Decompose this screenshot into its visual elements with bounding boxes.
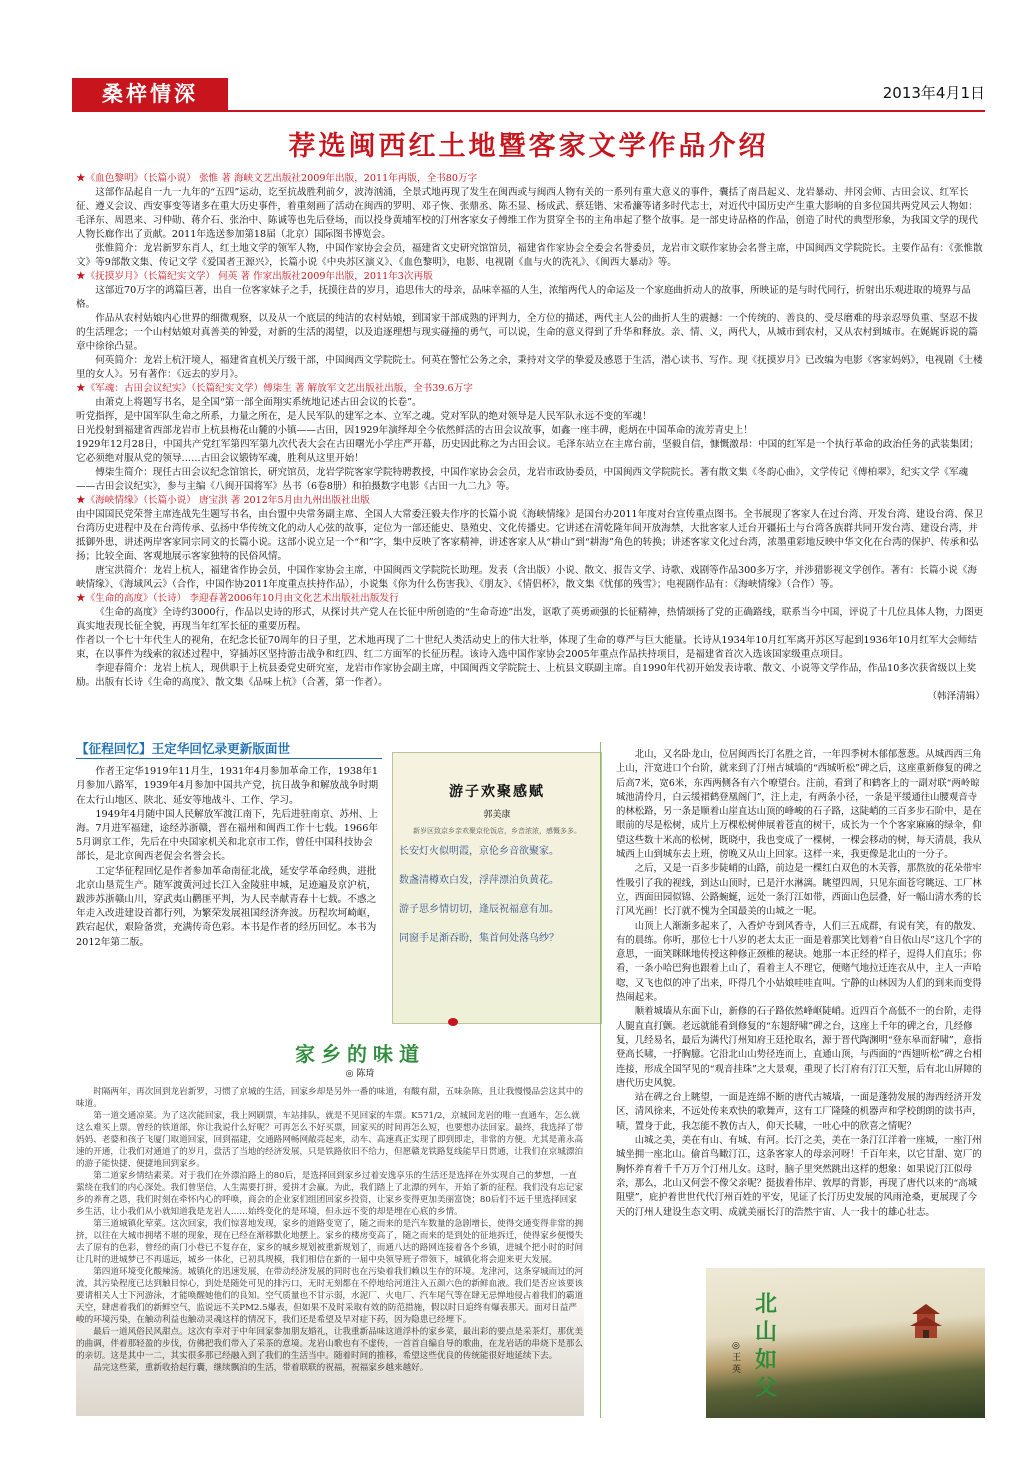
memoir-title: 【征程回忆】王定华回忆录更新版面世 <box>76 742 382 759</box>
book-title: ★《军魂：古田会议纪实》（长篇纪实文学）傅柒生 著 解放军文艺出版社出版，全书39.6万字 <box>76 383 473 394</box>
north-paragraph: 站在碑之台上眺望，一面是连绵不断的唐代古城墙，一面是蓬勃发展的海西经济开发区，清风徐来，不远处传来欢快的歌舞声，这有工厂隆隆的机器声和学校朗朗的读书声，啧，置身于此，我怎能不教仿古人，仰天长啸，一吐心中的欣喜之情呢？ <box>616 1092 982 1132</box>
photo-title: 北山如父 <box>754 1291 777 1401</box>
book-title: ★《血色黎明》（长篇小说） 张惟 著 海峡文艺出版社2009年出版，2011年再版，全书80万字 <box>76 173 478 184</box>
essay-body <box>76 1086 584 1416</box>
compiler-signoff: （韩泽清辑） <box>927 691 985 702</box>
north-mountain-essay <box>616 748 985 1220</box>
poem-line: 游子思乡情切切，逢辰祝福意有加。 <box>399 904 559 915</box>
north-paragraph: 山顶上人渐渐多起来了，入香炉寺到风香寺，人们三五成群，有说有笑，有的散发、有的晨练。你听，那位七十八岁的老太太正一面是着那笑比划着“自日依山尽”这几个字的意思，一面笑眯眯地传授这种修正颈椎的秘诀。她那一本正经的样子，逗得人们直乐；你看，一条小哈巴狗也跟着上山了，看着主人不理它，便赌气地拉迁连衣从中，主人一声哈唿，又飞也似的冲了出来，吓得几个小姑娘哇哇直叫。宁静的山林因为人们的到来而变得热闹起来。 <box>616 920 982 1004</box>
essay-paragraph: 时隔两年，再次回到龙岩新罗，习惯了京城的生活，回家乡却是另外一番的味道，有酸有甜，五味杂陈，且让我慢慢品尝这其中的味道。 <box>76 1087 584 1109</box>
book-paragraph: 日光投射到福建省西部龙岩市上杭县梅花山麓的小镇——古田，因1929年演绎却全今依然鲜活的古田会议故事，如鑫一座丰碑，彪炳在中国革命的流芳青史上！ <box>76 425 753 436</box>
book-paragraph: 作者以一个七十年代生人的视角，在纪念长征70周年的日子里，艺术地再现了二十世纪人类活动史上的伟大壮举，体现了生命的尊严与巨大能量。长诗从1934年10月红军离开苏区写起到1936年10月红军大会师结束，在以事件为线索的叙述过程中，穿插苏区坚持游击战争和红四、红二方面军的长征历程。该诗入选中国作家协会2005年重点作品扶持项目，是福建省首次入选该国家级重点项目。 <box>76 635 977 660</box>
page-headline: 荐选闽西红土地暨客家文学作品介绍 <box>288 131 769 162</box>
poem-line: 数盏清樽欢白发，浮萍漂泊负黄花。 <box>399 875 559 886</box>
poem-box <box>392 752 602 1024</box>
essay-author: ◎ 陈琦 <box>345 1069 375 1079</box>
north-paragraph: 山城之美，美在有山、有城、有河。长汀之美，美在一条汀江洋着一座城，一座汀州城坐拥一座北山。偷首鸟瞰汀江，这条客家人的母亲河呀！千百年来，以它甘甜、宽厂的胸怀养育着千千万万个汀州儿女。这时，脑子里突然跳出这样的想象：如果说汀江似母亲，那么，北山又何尝不像父亲呢？挺拔着伟岸、敦厚的背影，再现了唐代以来的“高城阻壁”，庇护着世世代代汀州百姓的平安，见证了长汀历史发展的风雨沧桑，更展现了今天的汀州人建设生态文明、成就美丽长汀的浩然宇宙、人一我十的雄心壮志。 <box>616 1135 982 1218</box>
book-paragraph: 由中国国民党荣誉主席连战先生题写书名，由台盟中央常务副主席、全国人大常委汪毅夫作序的长篇小说《海峡情缘》是国台办2011年度对台宣传重点图书。全书展现了客家人在过台湾、开发台湾、建设台湾、保卫台湾历史进程中及在台湾传承、弘扬中华传统文化的动人心弦的故事，定位为一部还能史、垦殖史、文化传播史。它讲述在清乾隆年间开放海禁，大批客家人迁台开疆拓土与台湾各族群共同开发台湾、建设台湾，并抵御外患，讲述两岸客家同宗同文的长篇小说。这部小说立足一个“和”字，集中反映了客家精神，讲述客家人从“耕山”到“耕海”角色的转换；讲述客家文化过台湾，浓墨重彩地反映中华文化在台湾的保护、传承和弘扬；比较全面、客观地展示客家独特的民俗风情。 <box>76 509 984 562</box>
column-divider <box>600 742 601 1418</box>
ladybug-decoration <box>448 1018 458 1026</box>
memoir-article <box>76 742 382 950</box>
essay-paragraph: 品完这些菜，重新收拾起行囊，继续飘泊的生活，带着联联的祝福，祝福家乡越来越好。 <box>93 1363 429 1373</box>
essay-paragraph: 最后一道风俗民风甜点。这次有幸对于中年回家参加朋友婚礼，让我重新品味这道浮朴的家乡菜，最出彩的要点是采茶灯，那优美的曲调，伴着那轻盈的步伐，仿佛把我们带入了采茶的意境。龙岩山歌也有不虚传，一首首自编自导的歌曲，在龙岩话的串烧下是那么的亲切。这是其中一二，其实很多那已经融入到了我们的生活当中。随着时间的推移，希望这些优良的传统能很好地延续下去。 <box>76 1327 584 1361</box>
book-paragraph: 唐宝洪简介：龙岩上杭人，福建省作协会员，中国作家协会主席，中国闽西文学院院长助理。发表（含出版）小说、散文、报告文学、诗歌、戏剧等作品300多万字，并涉猎影视文学创作。著有：长篇小说《海峡情缘》、《海域风云》（合作，中国作协2011年度重点扶持作品），小说集《你为什么伤害我》、《朋友》、《情侣杯》，散文集《忧郁的残雪》；电视剧作品有：《海峡情缘》（合作）等。 <box>76 565 977 590</box>
poem-line: 长安灯火似明霞，京伦乡音欲聚家。 <box>399 846 559 857</box>
essay-paragraph: 第二道家乡情结素菜。对于我们在外漂泊路上的80后，是选择回到家乡过着安逸享乐的生活还是选择在外实现自己的梦想，一直萦绕在我们的内心深处。我们曾坚信，人生需要打拼，爱拼才会赢。为此，我们踏上了北漂的列车，开始了新的征程。我们没有忘记家乡的养育之恩，我们时刻在牵怀内心的呼唤，商会的企业家们组团回家乡投资，让家乡变得更加美丽富饶；80后们不远千里选择回家乡生活，让小我们从小就知道我是龙岩人……始终变化的是环境，但永远不变的却是埋在心底的乡情。 <box>76 1171 584 1217</box>
book-paragraph: 傅柒生简介：现任古田会议纪念馆馆长，研究馆员，龙岩学院客家学院特聘教授，中国作家协会会员，龙岩市政协委员，中国闽西文学院院长。著有散文集《冬韵心曲》，文学传记《傅柏翠》，纪实文学《军魂——古田会议纪实》，参与主编《八闽开国将军》丛书（6卷8册）和拍摄数字电影《古田一九二九》等。 <box>76 467 969 492</box>
memoir-paragraph: 1949年4月随中国人民解放军渡江南下，先后进驻南京、苏州、上海。7月进军福建，途经苏浙赣，晋在福州和闽西工作十七载。1966年5月调京工作，先后在中央国家机关和北京市工作，曾任中国科技协会部长，是北京闽西老促会名誉会长。 <box>76 808 379 863</box>
poem-note: 新岁区致京乡亲欢聚京伦饭店，乡音浓浓，感慨多多。 <box>413 827 581 835</box>
photo-author: ◎王英 <box>732 1341 742 1375</box>
memoir-paragraph: 作者王定华1919年11月生，1931年4月参加革命工作，1938年1月参加八路军，1939年4月参加中国共产党，抗日战争和解放战争时期在太行山地区、陕北、延安等地战斗、工作、学习。 <box>76 766 379 806</box>
masthead: 桑梓情深 <box>72 78 228 110</box>
memoir-paragraph: 工定华征程回忆是作者参加革命南征北战，延安学革命经典，进批北京山垦荒生产。随军渡黄河过长江入金陵驻申城，足迹遍及京沪杭，跋涉苏浙赣山川，穿武夷山鹳匪平判，为人民幸献青春十七载。不惑之年走入改进建设首都行列，为繁荣发展祖国经济奔波。历程坎坷崎岖，跌宕起伏，艰险备赏，充满传奇色彩。本书是作者的经历回忆。本书为2012年第二版。 <box>76 865 377 948</box>
essay-paragraph: 第一道交通凉菜。为了这次能回家，我上网刷票，车站排队，就是不见回家的车票。K571/2，京城回龙岩的唯一直通车，怎么就这么难买上票。曾经的铁道部，你让我说什么好呢？可再怎么不好买票，回家买的时间再怎么短，也要想办法回家。最终，我选择了带妈妈、老婆和孩子飞厦门取道回家，回到福建，交通路网畅网敞亮起来，动车、高速真正实现了即到即走，非常的方便。尤其是莆永高速的开通，让我们对通道了的岁月，盘活了当地的经济发展，只是铁路依旧不给力，但愿赣龙铁路复线能早日贯通，让我们在京城漂泊的游子能快捷、便捷地回到家乡。 <box>76 1111 584 1169</box>
north-paragraph: 北山，又名卧龙山，位居闽西长汀名胜之首，一年四季树木郁郁葱葱。从城西西三角上山，汗宽进口个台阶，就来到了汀州古城墙的“西城听松”碑之后，这座重新修复的碑之后高7米，宽6米，东西两侧各有六个嘹望台。注前，看到了和鹤客上的一副对联“两岭晾城池清伶月，白云缓裙鹤登凰阁门”，注上走，有两条小径，一条是平缓通往山腰观音寺的林松路，另一条是顺着山崖直达山顶的峰峻的石子路，这陡峭的三百多步石阶中，是在眼前的尽是松树，成片上万棵松树伸展着苍直的树干，成长为一个个客家麻麻的绿伞，仰望这些数十米高的松树，既晓中，我也变成了一棵树，一棵会移动的树，每天清晨，我从城西上山到城东去上班，傍晚又从山上回家。这样一来，我更像是北山的一分子。 <box>616 749 982 861</box>
poem-line: 同窗手足渐吞盼，集首何处落乌纱？ <box>399 933 559 944</box>
book-paragraph: 这部作品起自一九一九年的“五四”运动，讫至抗战胜利前夕，波涛汹涌，全景式地再现了发生在闽西或与闽西人物有关的一系列有重大意义的事件，囊括了南昌起义、龙岩暴动、井冈会师、古田会议、红军长征、遵义会议、西安事变等诸多在重大历史事件，着重刻画了活动在闽西的罗明、邓子恢、张鼎丞、陈丕显、杨成武、蔡廷锴、宋希濂等诸多时代志士，对近代中国历史产生重大影响的自多位国共两党风云人物如：毛泽东、周恩来、习仲勋、蒋介石、张治中、陈诚等也先后登场，而以投身黄埔军校的汀州客家女子傅维工作为贯穿全书的主角串起了整个故事。是一部史诗品格的作品，创造了时代的典型形象，为我国文学的现代人物长廊作出了贡献。2011年选送参加第18届（北京）国际图书博览会。 <box>76 187 978 240</box>
book-paragraph: 1929年12月28日，中国共产党红军第四军第九次代表大会在古田曙光小学庄严开幕，历史因此称之为古田会议。毛泽东站立在主席台前，坚毅自信，慷慨激昂：中国的红军是一个执行革命的政治任务的武装集团；它必须绝对服从党的领导……古田会议锻铸军魂，胜利从这里开始！ <box>76 439 979 464</box>
poem-title: 游子欢聚感赋 <box>449 784 545 800</box>
book-paragraph: 这部近70万字的鸿篇巨著，出自一位客家妹子之手，抚摸往昔的岁月，追思伟大的母亲，品味幸福的人生，浓缩两代人的命运及一个家庭曲折动人的故事，所映证的是与时代同行，折射出乐观进取的境界与品格。 <box>76 285 971 310</box>
north-paragraph: 之后，又是一百多步陡峭的山路，前边是一棵红白双色的木芙蓉，那熬放的花朵带牢性吸引了我的视线，到达山顶时，已是汗水淋漓。眺望四周，只见东面苍穹眺远、工厂林立，西面田园似锦、公路蜿蜒，远处一条汀江如带，西面山色层叠，好一幅山清水秀的长汀风光画！长汀就不愧为全国最美的山城之一呢。 <box>616 863 982 918</box>
book-paragraph: 由萧克上将题写书名，是全国“第一部全面翔实系统地记述古田会议的长卷”。 <box>95 397 422 408</box>
book-paragraph: 张惟简介：龙岩新罗东肖人，红土地文学的领军人物，中国作家协会会员，福建省文史研究馆馆员，福建省作家协会全委会名誉委员，龙岩市文联作家协会名誉主席，中国闽西文学院院长。主要作品有：《张惟散文》等9部散文集、传记文学《爱国者王源兴》，长篇小说《中央苏区演义》、《血色黎明》，电影、电视剧《血与火的洗礼》、《闽西大暴动》等。 <box>76 243 983 268</box>
essay-paragraph: 第三道城镇化荤菜。这次回家，我们惊喜地发现，家乡的道路变宽了，随之而来的是汽车数量的急剧增长，使得交通变得非常的拥挤，以往在大城市拥堵不堪的现象，现在已经在渐移默化地摆上。家乡的楼房变高了，随之而来的是到处的征地拆迁，使得家乡便慢失去了原有的色彩，曾经的南门小巷已不复存在，家乡的城乡规划被重新规划了，而通八达的路网连接着各个乡镇，进城个把小时的时间让几时的进城梦已不再遥远，城乡一体化，已初具规模，我们相信在新的一届中央领导班子带领下，城镇化将会迎来更大发展。 <box>76 1219 584 1265</box>
issue-date: 2013年4月1日 <box>882 84 985 102</box>
book-recommendations <box>76 172 985 704</box>
book-paragraph: 李迎春简介：龙岩上杭人，现供职于上杭县委党史研究室，龙岩市作家协会副主席，中国闽西文学院院士、上杭县文联副主席。自1990年代初开始发表诗歌、散文、小说等文学作品，作品10多次获省级以上奖励。出版有长诗《生命的高度》、散文集《品味上杭》（合著，第一作者）。 <box>76 663 977 688</box>
book-title: ★《生命的高度》（长诗） 李迎春著2006年10月由文化艺术出版社出版发行 <box>76 593 399 604</box>
pagoda-icon <box>906 1300 946 1346</box>
book-paragraph: 作品从农村姑娘内心世界的细微观察，以及从一个底层的纯洁的农村姑娘，到国家干部成熟的评判力，全方位的描述，两代主人公的曲折人生的震撼：一个传统的、善良的、受尽磨难的母亲忍辱负重、坚忍不拔的生活理念；一个山村姑娘对真善美的钟爱，对新的生活的渴望，以及追逐理想与现实碰撞的勇气，可以说，生命的意义得到了升华和释放。亲、情、义，两代人，从城市到农村，又从农村到城市。在娓娓诉说的篇章中徐徐凸显。 <box>76 313 978 352</box>
north-paragraph: 顺着城墙从东面下山，新修的石子路依然峰岖陡峭。近四百个高低不一的台阶，走得人腿直直打颤。老远就能看到修复的“东翅舒啸”碑之台，这座上千年的碑之台，几经修复，几经易名，最后为满代汀州知府王廷抡取名，源于晋代陶渊明“登东皋而舒啸”，意指登高长啸，一抒胸臆。它沿北山山势径连而上，直通山顶，与西面的“西翅听松”碑之台相连接，形成全国罕见的“观音挂珠”之大景观，重现了长汀府有汀江天堑，后有北山屏障的唐代历史风貌。 <box>616 1006 982 1089</box>
essay-paragraph: 第四道环境变化酸辣汤。城镇化的迅速发展，在带动经济发展的同时也在污染着我们赖以生存的环境。龙津河，这条穿城而过的河流，其污染程度已达到触目惊心，到处是随处可见的排污口，无时无刻都在不停地给河道注入五颜六色的新鲜血液。我们是否应该要该要请相关人士下河游泳，才能唤醒她他们的良知。空气质量也不甘示弱，水泥厂、火电厂、汽车尾气等在肆无忌惮地侵占着我们的霸道天空，肆虐着我们的新鲜空气，监说远不关PM2.5爆表，但如果不及时采取有效的防范措施，假以时日追终有爆表那天。面对日益严峻的环境污染，在触动利益也触动灵魂这样的情况下，我们还是希望及早对症下药，因为隐患已经埋下。 <box>76 1267 584 1325</box>
essay-title: 家乡的味道 <box>295 1042 425 1066</box>
header-rule <box>72 110 985 112</box>
book-paragraph: 何英简介：龙岩上杭汗境人，福建省直机关厅级干部，中国闽西文学院院士。何英在警忙公务之余，秉持对文学的挚爱及感恩于生活，潜心读书、写作。现《抚摸岁月》已改编为电影《客家妈妈》，电视剧《土楼里的女人》。另有著作：《远去的岁月》。 <box>76 355 983 380</box>
book-title: ★《抚摸岁月》（长篇纪实文学） 何英 著 作家出版社2009年出版，2011年3次再版 <box>76 271 433 282</box>
book-paragraph: 听党指挥，是中国军队生命之所系，力量之所在，是人民军队的建军之本、立军之魂。党对军队的绝对领导是人民军队永远不变的军魂！ <box>76 411 652 422</box>
book-paragraph: 《生命的高度》全诗约3000行，作品以史诗的形式，从探讨共产党人在长征中所创造的“生命奇迹”出发，讴歌了英勇顽强的长征精神，热情颂扬了党的正确路线，联系当今中国，评说了十几位具体人物，力图更真实地表现长征全貌，再现当年红军长征的重要历程。 <box>76 607 984 632</box>
book-title: ★《海峡情缘》（长篇小说） 唐宝洪 著 2012年5月由九州出版社出版 <box>76 495 370 506</box>
poem-author: 郭美康 <box>483 810 511 820</box>
